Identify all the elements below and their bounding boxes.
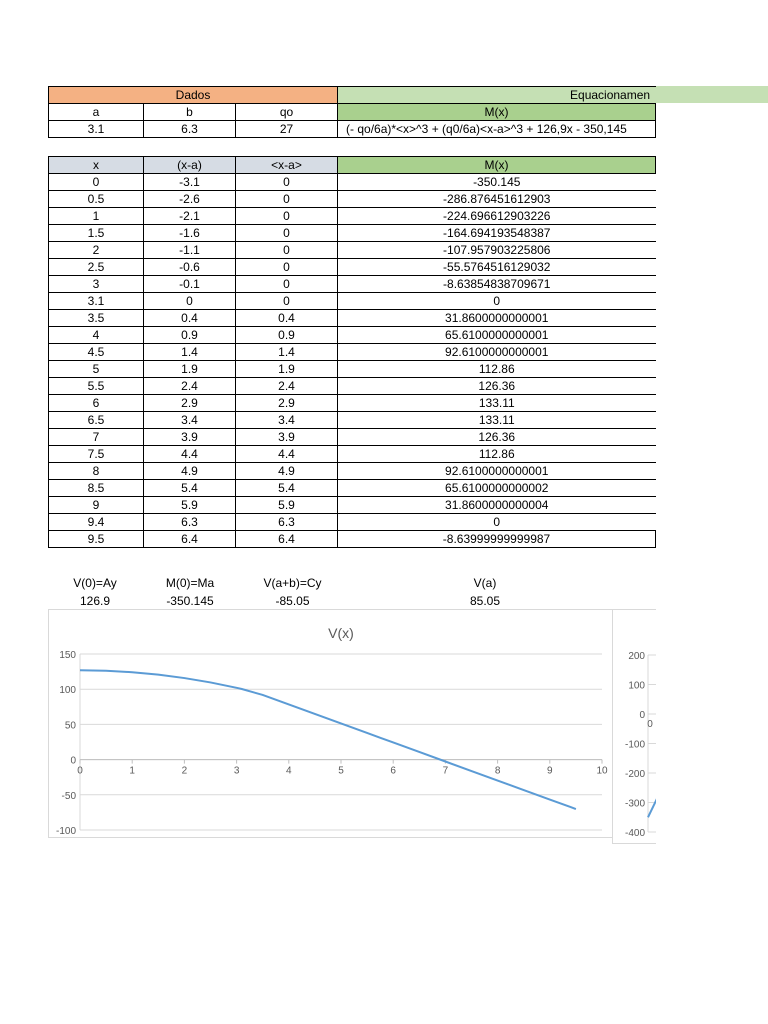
table-row — [49, 191, 656, 208]
x-tick-label: 8 — [494, 765, 501, 777]
cell-x-minus-a[interactable]: -0.6 — [144, 259, 236, 276]
cell-x-minus-a[interactable]: 2.4 — [144, 378, 236, 395]
summary-label-cy: V(a+b)=Cy — [263, 576, 322, 590]
y-tick-label: 200 — [628, 651, 645, 662]
y-tick-label: 0 — [639, 710, 645, 721]
cell-x-minus-a[interactable]: 3.4 — [144, 412, 236, 429]
table-row — [49, 463, 656, 480]
y-tick-label: 150 — [59, 650, 76, 661]
cell-x-minus-a[interactable]: -2.1 — [144, 208, 236, 225]
equacionamento-header: Equacionamen — [338, 87, 656, 104]
cell-x[interactable]: 9 — [49, 497, 144, 514]
cell-x[interactable]: 2.5 — [49, 259, 144, 276]
table-row — [49, 225, 656, 242]
x-tick-label: 0 — [647, 719, 653, 730]
table-row — [49, 429, 656, 446]
cell-x[interactable]: 5 — [49, 361, 144, 378]
header-fill-extension — [655, 86, 768, 103]
cell-x[interactable]: 6.5 — [49, 412, 144, 429]
summary-value-ma: -350.145 — [166, 594, 214, 608]
cell-x[interactable]: 3 — [49, 276, 144, 293]
cell-macaulay[interactable]: 5.9 — [236, 497, 338, 514]
cell-mx[interactable]: -350.145 — [338, 174, 656, 191]
series-line — [648, 799, 656, 818]
cell-x-minus-a[interactable]: 2.9 — [144, 395, 236, 412]
cell-macaulay[interactable]: 0 — [236, 174, 338, 191]
table-row — [49, 412, 656, 429]
cell-macaulay[interactable]: 4.9 — [236, 463, 338, 480]
x-tick-label: 7 — [442, 765, 449, 777]
cell-x-minus-a[interactable]: 0.4 — [144, 310, 236, 327]
cell-mx[interactable]: -8.63999999999987 — [338, 531, 656, 548]
cell-x-minus-a[interactable]: -1.1 — [144, 242, 236, 259]
table-row — [49, 208, 656, 225]
cell-x-minus-a[interactable]: -1.6 — [144, 225, 236, 242]
mx-formula-header: M(x) — [338, 104, 656, 121]
cell-macaulay[interactable]: 6.3 — [236, 514, 338, 531]
cell-x-minus-a[interactable]: -2.6 — [144, 191, 236, 208]
cell-x[interactable]: 5.5 — [49, 378, 144, 395]
col-b-header: b — [144, 104, 236, 121]
cell-x[interactable]: 7 — [49, 429, 144, 446]
cell-mx[interactable]: 133.11 — [338, 412, 656, 429]
cell-x[interactable]: 3.1 — [49, 293, 144, 310]
cell-macaulay[interactable]: 0 — [236, 191, 338, 208]
cell-x-minus-a[interactable]: 6.4 — [144, 531, 236, 548]
header-x: x — [49, 157, 144, 174]
cell-mx[interactable]: 92.6100000000001 — [338, 344, 656, 361]
cell-x[interactable]: 6 — [49, 395, 144, 412]
cell-mx[interactable]: -8.63854838709671 — [338, 276, 656, 293]
x-tick-label: 0 — [77, 765, 83, 777]
cell-mx[interactable]: 92.6100000000001 — [338, 463, 656, 480]
cell-macaulay[interactable]: 1.4 — [236, 344, 338, 361]
table-row — [49, 480, 656, 497]
cell-x[interactable]: 2 — [49, 242, 144, 259]
cell-macaulay[interactable]: 5.4 — [236, 480, 338, 497]
y-tick-label: -200 — [624, 769, 645, 780]
cell-x[interactable]: 4 — [49, 327, 144, 344]
dados-header: Dados — [49, 87, 338, 104]
table-row — [49, 310, 656, 327]
cell-mx[interactable]: 65.6100000000002 — [338, 480, 656, 497]
value-b[interactable]: 6.3 — [144, 121, 236, 138]
cell-x-minus-a[interactable]: 4.4 — [144, 446, 236, 463]
table-row — [49, 327, 656, 344]
cell-macaulay[interactable]: 3.4 — [236, 412, 338, 429]
cell-x-minus-a[interactable]: 0.9 — [144, 327, 236, 344]
x-tick-label: 4 — [286, 765, 292, 777]
value-a[interactable]: 3.1 — [49, 121, 144, 138]
cell-x[interactable]: 9.5 — [49, 531, 144, 548]
cell-macaulay[interactable]: 1.9 — [236, 361, 338, 378]
cell-x[interactable]: 7.5 — [49, 446, 144, 463]
cell-x[interactable]: 3.5 — [49, 310, 144, 327]
header-macaulay: <x-a> — [236, 157, 338, 174]
x-tick-label: 5 — [338, 765, 344, 777]
y-tick-label: -300 — [624, 798, 645, 810]
cell-mx[interactable]: -286.876451612903 — [338, 191, 656, 208]
moment-chart-svg — [613, 610, 656, 843]
cell-mx[interactable]: 31.8600000000004 — [338, 497, 656, 514]
cell-x[interactable]: 1 — [49, 208, 144, 225]
table-row — [49, 395, 656, 412]
x-tick-label: 10 — [596, 765, 608, 777]
cell-mx[interactable]: -164.694193548387 — [338, 225, 656, 242]
x-tick-label: 2 — [181, 765, 188, 777]
header-x-minus-a: (x-a) — [144, 157, 236, 174]
cell-macaulay[interactable]: 3.9 — [236, 429, 338, 446]
cell-macaulay[interactable]: 0 — [236, 293, 338, 310]
series-line — [80, 670, 576, 809]
y-tick-label: -100 — [55, 826, 76, 837]
summary-value-va: 85.05 — [469, 594, 501, 608]
cell-macaulay[interactable]: 0 — [236, 259, 338, 276]
cell-mx[interactable]: 112.86 — [338, 446, 656, 463]
table-row — [49, 446, 656, 463]
cell-x[interactable]: 8 — [49, 463, 144, 480]
chart-title: V(x) — [328, 625, 354, 641]
y-tick-label: 0 — [70, 755, 76, 767]
cell-x-minus-a[interactable]: 4.9 — [144, 463, 236, 480]
cell-x-minus-a[interactable]: 3.9 — [144, 429, 236, 446]
cell-mx[interactable]: 31.8600000000001 — [338, 310, 656, 327]
values-table — [48, 156, 656, 548]
table-row — [49, 361, 656, 378]
cell-mx[interactable]: 112.86 — [338, 361, 656, 378]
cell-x-minus-a[interactable]: 1.9 — [144, 361, 236, 378]
cell-x-minus-a[interactable]: 5.4 — [144, 480, 236, 497]
header-mx: M(x) — [338, 157, 656, 174]
table-row — [49, 242, 656, 259]
value-qo[interactable]: 27 — [236, 121, 338, 138]
shear-chart-svg — [49, 610, 616, 837]
x-tick-label: 6 — [390, 765, 396, 777]
cell-x[interactable]: 0 — [49, 174, 144, 191]
cell-mx[interactable]: 0 — [338, 293, 656, 310]
summary-label-ma: M(0)=Ma — [165, 576, 215, 590]
x-tick-label: 9 — [547, 765, 553, 777]
cell-macaulay[interactable]: 6.4 — [236, 531, 338, 548]
summary-value-cy: -85.05 — [275, 594, 310, 608]
dados-table — [48, 86, 656, 138]
cell-macaulay[interactable]: 0 — [236, 208, 338, 225]
y-tick-label: 100 — [59, 685, 76, 697]
cell-mx[interactable]: -224.696612903226 — [338, 208, 656, 225]
cell-x[interactable]: 8.5 — [49, 480, 144, 497]
x-tick-label: 1 — [129, 765, 135, 777]
col-qo-header: qo — [236, 104, 338, 121]
mx-formula[interactable]: (- qo/6a)*<x>^3 + (q0/6a)<x-a>^3 + 126,9x - 350,145 — [338, 121, 656, 138]
table-row — [49, 293, 656, 310]
cell-x-minus-a[interactable]: -3.1 — [144, 174, 236, 191]
cell-x[interactable]: 9.4 — [49, 514, 144, 531]
cell-macaulay[interactable]: 0.4 — [236, 310, 338, 327]
cell-mx[interactable]: -55.5764516129032 — [338, 259, 656, 276]
cell-x-minus-a[interactable]: 6.3 — [144, 514, 236, 531]
moment-chart-partial[interactable] — [612, 609, 656, 844]
cell-macaulay[interactable]: 0 — [236, 276, 338, 293]
cell-x[interactable]: 0.5 — [49, 191, 144, 208]
x-tick-label: 3 — [233, 765, 240, 777]
cell-mx[interactable]: 0 — [338, 514, 656, 531]
cell-x-minus-a[interactable]: -0.1 — [144, 276, 236, 293]
table-row — [49, 174, 656, 191]
y-tick-label: 100 — [628, 680, 645, 692]
cell-macaulay[interactable]: 2.4 — [236, 378, 338, 395]
cell-x-minus-a[interactable]: 0 — [144, 293, 236, 310]
cell-mx[interactable]: 126.36 — [338, 378, 656, 395]
summary-value-ay: 126.9 — [79, 594, 111, 608]
table-row — [49, 514, 656, 531]
cell-x[interactable]: 1.5 — [49, 225, 144, 242]
y-tick-label: -100 — [624, 739, 645, 751]
cell-mx[interactable]: 65.6100000000001 — [338, 327, 656, 344]
table-row — [49, 497, 656, 514]
y-tick-label: 50 — [64, 720, 76, 732]
cell-macaulay[interactable]: 4.4 — [236, 446, 338, 463]
cell-macaulay[interactable]: 2.9 — [236, 395, 338, 412]
table-row — [49, 531, 656, 548]
y-tick-label: -400 — [624, 828, 645, 839]
cell-x-minus-a[interactable]: 1.4 — [144, 344, 236, 361]
col-a-header: a — [49, 104, 144, 121]
cell-x[interactable]: 4.5 — [49, 344, 144, 361]
shear-chart[interactable] — [48, 609, 617, 838]
table-row — [49, 344, 656, 361]
cell-mx[interactable]: 133.11 — [338, 395, 656, 412]
summary-label-ay: V(0)=Ay — [73, 576, 117, 590]
cell-mx[interactable]: -107.957903225806 — [338, 242, 656, 259]
cell-mx[interactable]: 126.36 — [338, 429, 656, 446]
summary-label-va: V(a) — [473, 576, 497, 590]
y-tick-label: -50 — [61, 790, 76, 802]
cell-macaulay[interactable]: 0 — [236, 242, 338, 259]
table-row — [49, 259, 656, 276]
cell-macaulay[interactable]: 0 — [236, 225, 338, 242]
table-row — [49, 276, 656, 293]
table-row — [49, 378, 656, 395]
cell-macaulay[interactable]: 0.9 — [236, 327, 338, 344]
cell-x-minus-a[interactable]: 5.9 — [144, 497, 236, 514]
